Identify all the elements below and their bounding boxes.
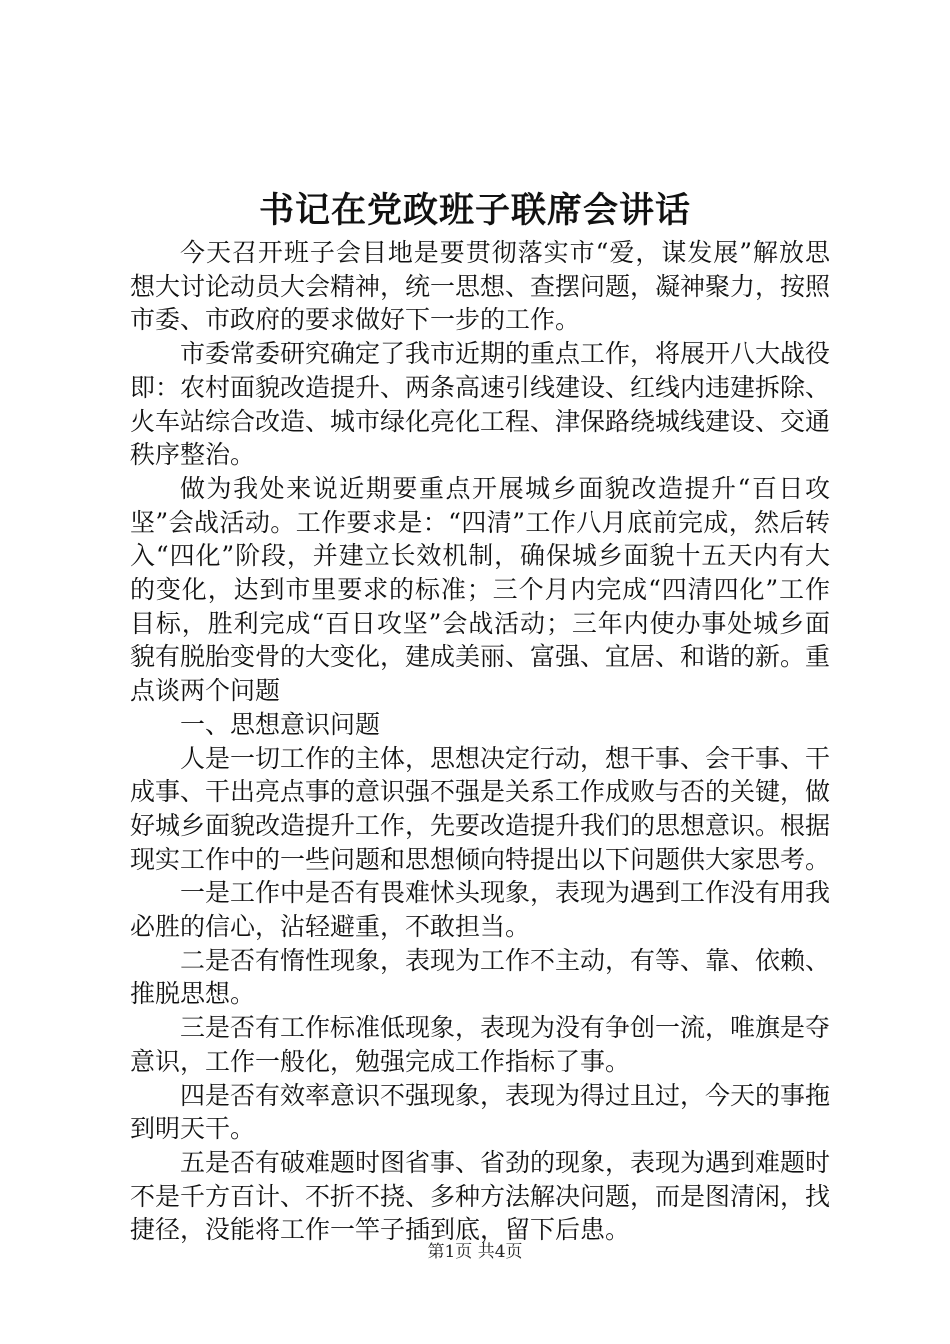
- list-item-five: 五是否有破难题时图省事、省劲的现象，表现为遇到难题时不是千方百计、不折不挠、多种方法解决问题，而是图清闲，找捷径，没能将工作一竿子插到底，留下后患。: [130, 1147, 831, 1245]
- paragraph-intro: 今天召开班子会目地是要贯彻落实市“爱，谋发展”解放思想大讨论动员大会精神，统一思想、查摆问题，凝神聚力，按照市委、市政府的要求做好下一步的工作。: [130, 238, 831, 335]
- page-footer: 第1页 共4页: [427, 1242, 523, 1262]
- paragraph-eight-campaigns: 市委常委研究确定了我市近期的重点工作，将展开八大战役即：农村面貌改造提升、两条高速引线建设、红线内违建拆除、火车站综合改造、城市绿化亮化工程、津保路绕城线建设、交通秩序整治。: [130, 339, 831, 470]
- paragraph-hundred-days: 做为我处来说近期要重点开展城乡面貌改造提升“百日攻坚”会战活动。工作要求是：“四清”工作八月底前完成，然后转入“四化”阶段，并建立长效机制，确保城乡面貌十五天内有大的变化，达到市里要求的标准；三个月内完成“四清四化”工作目标，胜利完成“百日攻坚”会战活动；三年内使办事处城乡面貌有脱胎变骨的大变化，建成美丽、富强、宜居、和谐的新。重点谈两个问题: [130, 473, 831, 706]
- section-heading-thinking: 一、思想意识问题: [180, 709, 381, 739]
- document-title: 书记在党政班子联席会讲话: [258, 190, 691, 231]
- paragraph-thinking: 人是一切工作的主体，思想决定行动，想干事、会干事、干成事、干出亮点事的意识强不强是关系工作成败与否的关键，做好城乡面貌改造提升工作，先要改造提升我们的思想意识。根据现实工作中的一些问题和思想倾向特提出以下问题供大家思考。: [130, 743, 831, 874]
- document-body: [130, 236, 830, 1247]
- list-item-four: 四是否有效率意识不强现象，表现为得过且过，今天的事拖到明天干。: [130, 1080, 831, 1144]
- list-item-three: 三是否有工作标准低现象，表现为没有争创一流，唯旗是夺意识，工作一般化，勉强完成工作指标了事。: [130, 1013, 831, 1076]
- list-item-two: 二是否有惰性现象，表现为工作不主动，有等、靠、依赖、推脱思想。: [130, 945, 831, 1009]
- list-item-one: 一是工作中是否有畏难怵头现象，表现为遇到工作没有用我必胜的信心，沾轻避重，不敢担当。: [130, 878, 831, 942]
